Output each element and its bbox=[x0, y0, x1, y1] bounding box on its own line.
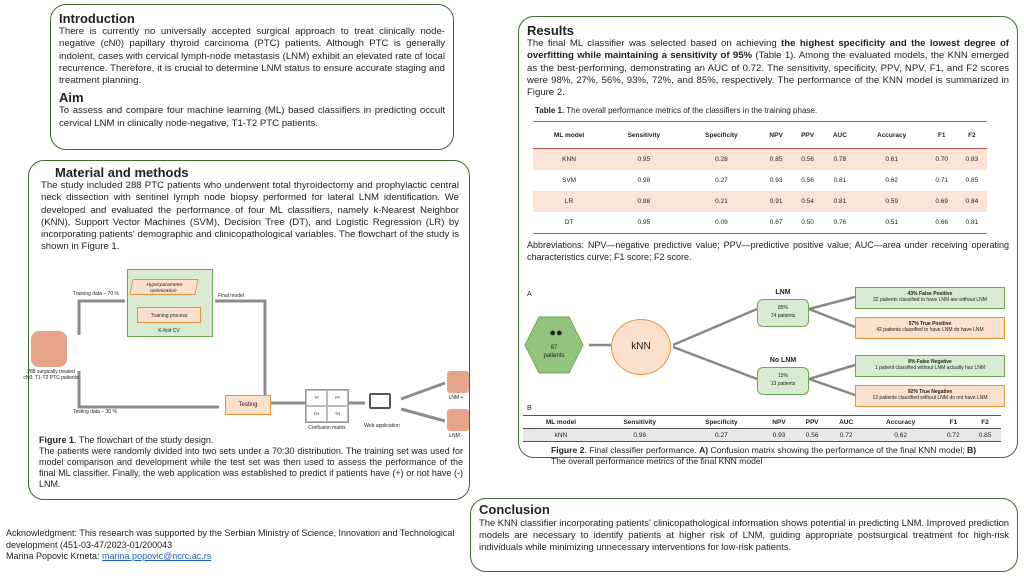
methods-section bbox=[23, 160, 470, 500]
introduction-section bbox=[50, 4, 454, 150]
figure2 bbox=[519, 287, 1019, 455]
table-row bbox=[533, 191, 987, 212]
table1-cell: 0.81 bbox=[833, 177, 847, 185]
acknowledgment bbox=[6, 528, 458, 563]
figure2-table-header-cell: F2 bbox=[969, 416, 1001, 429]
methods-text: The study included 288 PTC patients who underwent total thyroidectomy and prophylactic central neck dissection with sentinel lymph node biopsy performed for lateral LNM identification. We developed and evaluated the performance of four ML classifiers, namely k-Nearest Neighbor (KNN), Support Vector Machines (SVM), Decision Tree (DT), and Logistic Regression (LR) by incorporating patients' demographic and clinicopathological variables. The flowchart of the study is shown in Figure 1. bbox=[41, 180, 459, 253]
figure2-table-header-cell: Sensitivity bbox=[599, 416, 681, 429]
aim-text: To assess and compare four machine learning (ML) based classifiers in predicting occult cervical LNM in clinically node-negative, T1-T2 PTC patients. bbox=[59, 105, 445, 129]
testing-box: Testing bbox=[225, 395, 271, 415]
table1-cell: 0.81 bbox=[823, 191, 857, 212]
figure2-label-b: B bbox=[527, 405, 532, 412]
figure1-text: The patients were randomly divided into two sets under a 70:30 distribution. The training set was used for model comparison and development while the test set was then used to assess the performance of the final ML classifier. Finally, the web application was established to predict if patients have (+) or not have (-) LNM. bbox=[39, 446, 463, 489]
no-lnm-percent: 15% bbox=[777, 373, 788, 379]
conclusion-section bbox=[470, 498, 1018, 572]
lnm-negative-label: LNM - bbox=[449, 433, 463, 439]
final-model-label: Final model bbox=[218, 293, 244, 299]
table1-header-cell: Sensitivity bbox=[605, 122, 683, 149]
figure2-table bbox=[523, 415, 1001, 442]
figure2-table-cell: kNN bbox=[523, 429, 599, 442]
results-title: Results bbox=[527, 23, 574, 38]
figure2-caption-a-bold: A) bbox=[699, 445, 709, 455]
table1-label: Table 1. bbox=[535, 106, 565, 116]
table1 bbox=[533, 121, 987, 234]
table1-header-cell: Accuracy bbox=[857, 122, 927, 149]
results-text-bold: the highest specificity and the lowest degree of overfitting while maintaining a sensitivity of 95% bbox=[527, 38, 1010, 62]
patients-count: 87 bbox=[550, 345, 558, 351]
patients-group-icon: ●● bbox=[549, 327, 563, 339]
table1-cell: 0.67 bbox=[760, 212, 792, 234]
table1-cell: 0.69 bbox=[927, 191, 957, 212]
table-row bbox=[533, 170, 987, 191]
table1-cell: 0.50 bbox=[792, 212, 823, 234]
hyperparameter-box: Hyperparameter optimization bbox=[129, 279, 198, 295]
training-data-label: Training data – 70 % bbox=[73, 291, 119, 297]
cm-cell: TN bbox=[327, 406, 348, 422]
true-positive-title: 57% True Positive bbox=[908, 321, 952, 327]
flowchart bbox=[23, 263, 469, 439]
table1-header-cell: F2 bbox=[957, 122, 987, 149]
table1-cell: 0.54 bbox=[792, 191, 823, 212]
true-negative-text: 12 patients classified without LNM do not have LNM bbox=[872, 395, 988, 401]
table1-cell: 0.27 bbox=[715, 177, 728, 185]
lnm-positive-image bbox=[447, 371, 469, 393]
patients-label: patients bbox=[543, 353, 565, 359]
lnm-title: LNM bbox=[775, 289, 791, 296]
figure2-table-cell: 0.93 bbox=[762, 429, 796, 442]
figure2-caption bbox=[551, 445, 991, 467]
conclusion-text: The KNN classifier incorporating patients' clinicopathological information shows potential in predicting LNM. Improved prediction models are necessary to identify patients at higher risk of LNM, guiding appropriate postsurgical treatment for high-risk individuals while minimizing unnecessary interventions for low-risk patients. bbox=[479, 517, 1009, 552]
table1-header-cell: AUC bbox=[823, 122, 857, 149]
table1-cell: KNN bbox=[533, 149, 605, 171]
web-application-label: Web application bbox=[364, 423, 400, 429]
results-text bbox=[527, 38, 1009, 99]
figure1-title: . The flowchart of the study design. bbox=[74, 435, 214, 445]
table1-cell: 0.98 bbox=[637, 177, 651, 185]
confusion-matrix-grid bbox=[305, 389, 349, 423]
cm-cell: TP bbox=[306, 390, 327, 406]
figure2-caption-part-a: . Final classifier performance. bbox=[584, 445, 700, 455]
table1-cell: 0.51 bbox=[857, 212, 927, 234]
figure2-caption-label: Figure 2 bbox=[551, 445, 585, 455]
table1-cell: 0.78 bbox=[823, 149, 857, 171]
table1-cell: 0.28 bbox=[683, 149, 761, 171]
table1-cell: 0.93 bbox=[769, 177, 783, 185]
table1-caption bbox=[535, 106, 1009, 115]
table1-cell: 0.84 bbox=[957, 191, 987, 212]
confusion-matrix-label: Confusion matrix bbox=[308, 425, 346, 431]
figure2-table-cell: 0.56 bbox=[796, 429, 829, 442]
figure2-table-cell: 0.72 bbox=[937, 429, 969, 442]
table1-cell: 0.71 bbox=[935, 177, 948, 185]
knn-node: kNN bbox=[611, 319, 671, 375]
table1-cell: 0.66 bbox=[927, 212, 957, 234]
conclusion-title: Conclusion bbox=[479, 502, 550, 517]
figure2-table-header-row bbox=[523, 416, 1001, 429]
figure2-table-header-cell: F1 bbox=[937, 416, 969, 429]
table-row bbox=[533, 149, 987, 171]
cm-cell: FN bbox=[306, 406, 327, 422]
table1-cell: 0.61 bbox=[857, 149, 927, 171]
kfold-label: K-fold CV bbox=[158, 328, 180, 334]
introduction-title: Introduction bbox=[59, 11, 135, 26]
author-email-link[interactable]: marina.popovic@ncrc.ac.rs bbox=[102, 551, 212, 561]
true-positive-box bbox=[855, 317, 1005, 339]
table1-cell: SVM bbox=[561, 177, 577, 185]
figure1-label: Figure 1 bbox=[39, 435, 75, 445]
figure2-table-row bbox=[523, 429, 1001, 442]
table1-cell: 0.76 bbox=[823, 212, 857, 234]
false-negative-box bbox=[855, 355, 1005, 377]
figure2-caption-b-bold: B) bbox=[967, 445, 977, 455]
table1-cell: 0.62 bbox=[885, 177, 898, 185]
figure2-table-cell: 0.85 bbox=[969, 429, 1001, 442]
patients-label: 288 surgically treated cN0, T1-T2 PTC patients bbox=[23, 369, 79, 381]
figure2-table-cell: 0.72 bbox=[828, 429, 863, 442]
lnm-positive-label: LNM + bbox=[448, 395, 464, 401]
false-negative-text: 1 patient classified without LNM actually has LNM bbox=[874, 365, 986, 371]
false-positive-title: 43% False Positive bbox=[907, 291, 953, 297]
no-lnm-title: No LNM bbox=[769, 357, 797, 364]
figure2-table-header-cell: NPV bbox=[762, 416, 796, 429]
false-negative-title: 8% False Negative bbox=[908, 359, 952, 365]
figure2-table-header-cell: AUC bbox=[828, 416, 863, 429]
false-positive-box bbox=[855, 287, 1005, 309]
training-process-box: Training process bbox=[137, 307, 201, 323]
table1-cell: 0.59 bbox=[857, 191, 927, 212]
table1-cell: 0.70 bbox=[927, 149, 957, 171]
table1-cell: 0.85 bbox=[760, 149, 792, 171]
true-positive-text: 42 patients classified to have LNM do have LNM bbox=[876, 327, 984, 333]
figure2-table-cell: 0.98 bbox=[599, 429, 681, 442]
testing-data-label: Testing data – 30 % bbox=[73, 409, 117, 415]
table1-cell: LR bbox=[533, 191, 605, 212]
introduction-text: There is currently no universally accepted surgical approach to treat clinically node-negative (cN0) papillary thyroid carcinoma (PTC) patients. Although PTC is generally indolent, cases with cervical lymph-node metastasis (LNM) exhibit an elevated rate of local recurrence. Therefore, it is crucial to determine LNM status to ensure accurate staging and treatment planning. bbox=[59, 26, 445, 87]
lnm-percent: 85% bbox=[777, 305, 788, 311]
aim-title: Aim bbox=[59, 90, 84, 106]
figure2-table-header-cell: ML model bbox=[523, 416, 599, 429]
figure2-table-header-cell: PPV bbox=[796, 416, 829, 429]
table1-header-cell: Specificity bbox=[683, 122, 761, 149]
lnm-negative-image bbox=[447, 409, 469, 431]
table1-cell: 0.95 bbox=[605, 212, 683, 234]
figure2-table-header-cell: Accuracy bbox=[864, 416, 938, 429]
table1-header-cell: ML model bbox=[533, 122, 605, 149]
table1-body bbox=[533, 149, 987, 234]
results-text-part2: (Table 1). Among the evaluated models, the KNN emerged as the best-performing, demonstrating an AUC of 0.72. The sensitivity, specificity, PPV, NPV, F1, and F2 scores were 98%, 27%, 56%, 93%, 72%, and 85%, respectively. The performance of the KNN model is summarized in Figure 2. bbox=[527, 50, 1009, 99]
table1-header-cell: PPV bbox=[792, 122, 823, 149]
table1-cell: 0.09 bbox=[683, 212, 761, 234]
table1-cell: 0.56 bbox=[792, 149, 823, 171]
table1-header-cell: NPV bbox=[760, 122, 792, 149]
methods-title: Material and methods bbox=[55, 165, 189, 180]
table1-cell: 0.91 bbox=[760, 191, 792, 212]
lnm-patients: 74 patients bbox=[770, 313, 796, 319]
table1-cell: 0.21 bbox=[683, 191, 761, 212]
false-positive-text: 32 patients classified to have LNM are without LNM bbox=[873, 297, 987, 303]
figure2-table-cell: 0.27 bbox=[681, 429, 763, 442]
figure2-caption-part-c: The overall performance metrics of the final KNN model bbox=[551, 456, 763, 466]
table1-cell: 0.98 bbox=[605, 191, 683, 212]
figure2-label-a: A bbox=[527, 291, 532, 298]
table1-cell: 0.56 bbox=[801, 177, 814, 185]
table-row bbox=[533, 212, 987, 234]
figure2-caption-part-b: Confusion matrix showing the performance of the final KNN model; bbox=[708, 445, 968, 455]
true-negative-title: 92% True Negative bbox=[907, 389, 953, 395]
cm-cell: FP bbox=[327, 390, 348, 406]
figure2-table-header-cell: Specificity bbox=[681, 416, 763, 429]
author-name: Marina Popovic Krneta: bbox=[6, 551, 103, 561]
computer-icon bbox=[369, 393, 391, 409]
abbreviations-text: Abbreviations: NPV—negative predictive value; PPV—predictive positive value; AUC—area under receiving operating characteristics curve; F1 score; F2 score. bbox=[527, 240, 1009, 262]
true-negative-box bbox=[855, 385, 1005, 407]
table1-header-row bbox=[533, 122, 987, 149]
results-text-part1: The final ML classifier was selected based on achieving bbox=[527, 38, 782, 49]
table1-header-cell: F1 bbox=[927, 122, 957, 149]
figure2-table-cell: 0.62 bbox=[864, 429, 938, 442]
thyroid-illustration bbox=[31, 331, 67, 367]
table1-cell: 0.85 bbox=[965, 177, 979, 185]
results-section bbox=[518, 16, 1018, 466]
table1-cell: DT bbox=[533, 212, 605, 234]
no-lnm-patients: 13 patients bbox=[770, 381, 796, 387]
table1-cell: 0.83 bbox=[957, 149, 987, 171]
acknowledgment-text: Acknowledgment: This research was supported by the Serbian Ministry of Science, Innovation and Technological development (451-03-47/2023-01/200043 bbox=[6, 528, 455, 550]
table1-cell: 0.95 bbox=[605, 149, 683, 171]
table1-cell: 0.81 bbox=[957, 212, 987, 234]
figure1-caption bbox=[39, 435, 463, 490]
table1-caption-text: The overall performance metrics of the classifiers in the training phase. bbox=[564, 106, 818, 116]
